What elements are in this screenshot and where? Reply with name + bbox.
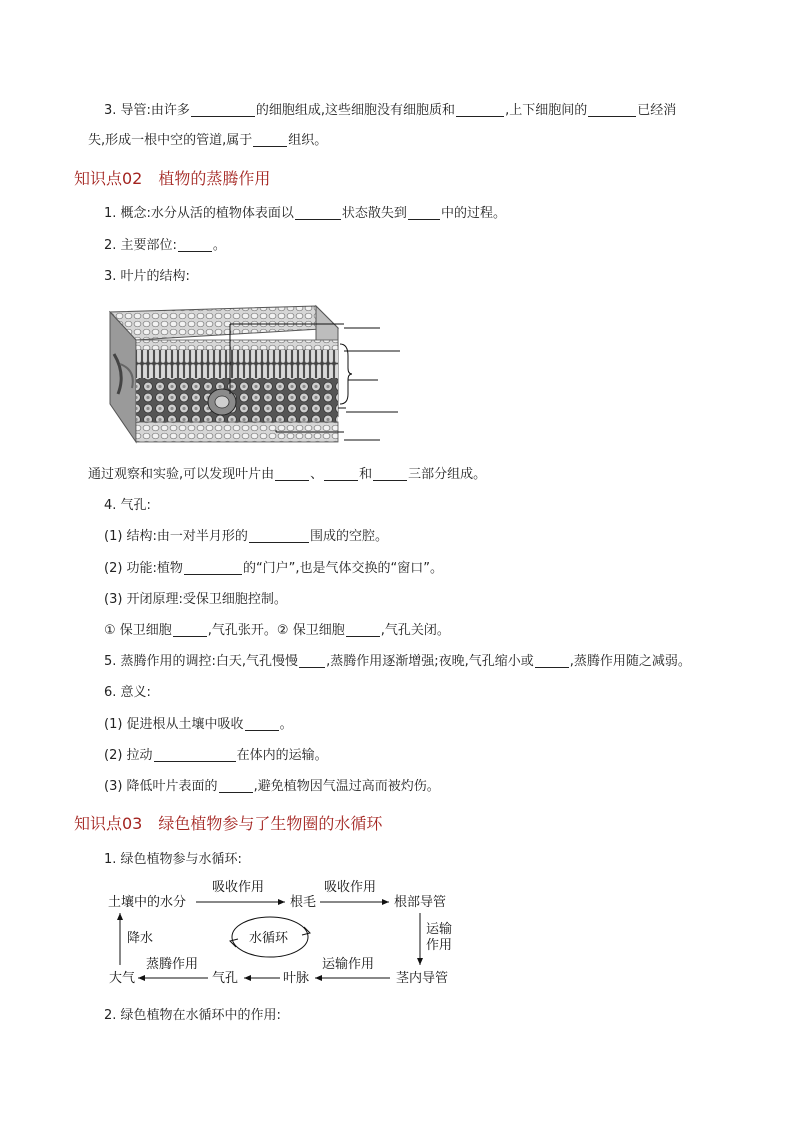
text: 状态散失到	[341, 206, 407, 221]
blank[interactable]	[535, 653, 569, 668]
text: 。	[279, 717, 293, 732]
significance-line	[104, 684, 151, 702]
blank[interactable]	[456, 102, 504, 117]
node-root-vessel: 根部导管	[394, 895, 447, 910]
text: 3. 导管:由许多	[104, 103, 190, 118]
blank[interactable]	[154, 747, 236, 762]
text: 已经消	[637, 103, 677, 118]
text: ,气孔张开。② 保卫细胞	[207, 623, 345, 638]
text: (2) 拉动	[104, 748, 153, 763]
blank[interactable]	[219, 778, 253, 793]
text: ,气孔关闭。	[380, 623, 450, 638]
text: 和	[359, 467, 373, 482]
blank[interactable]	[588, 102, 636, 117]
section-heading-02	[74, 168, 270, 190]
blank[interactable]	[373, 466, 407, 481]
text: ,蒸腾作用逐渐增强;夜晚,气孔缩小或	[326, 654, 534, 669]
text: 6. 意义:	[104, 685, 151, 700]
node-atmosphere: 大气	[109, 971, 136, 986]
section-number: 知识点02	[74, 169, 143, 188]
text: (2) 功能:植物	[104, 561, 183, 576]
water-cycle-line	[104, 851, 242, 869]
significance-3-line	[104, 778, 440, 796]
section-title: 绿色植物参与了生物圈的水循环	[158, 814, 383, 833]
blank[interactable]	[253, 132, 287, 147]
stoma-structure-line	[104, 528, 388, 546]
guard-cell-line	[104, 622, 450, 640]
blank[interactable]	[346, 622, 380, 637]
leaf-structure-line	[104, 268, 190, 286]
section-heading-03	[74, 813, 382, 835]
text: 5. 蒸腾作用的调控:白天,气孔慢慢	[104, 654, 299, 669]
text: ① 保卫细胞	[104, 623, 172, 638]
vessel-line-2	[88, 132, 327, 150]
blank[interactable]	[324, 466, 358, 481]
label-transpiration: 蒸腾作用	[146, 957, 199, 972]
text: (1) 结构:由一对半月形的	[104, 529, 248, 544]
text: (1) 促进根从土壤中吸收	[104, 717, 244, 732]
text: 1. 概念:水分从活的植物体表面以	[104, 206, 294, 221]
text: (3) 开闭原理:受保卫细胞控制。	[104, 592, 287, 607]
node-vein: 叶脉	[283, 971, 310, 986]
main-part-line	[104, 237, 226, 255]
stoma-principle-line	[104, 591, 287, 609]
text: 1. 绿色植物参与水循环:	[104, 852, 242, 867]
text: 失,形成一根中空的管道,属于	[88, 133, 253, 148]
text: 中的过程。	[440, 206, 506, 221]
blank[interactable]	[295, 205, 341, 220]
blank[interactable]	[184, 560, 242, 575]
role-line	[104, 1007, 281, 1025]
significance-2-line	[104, 747, 328, 765]
significance-1-line	[104, 716, 293, 734]
label-cycle-center: 水循环	[249, 931, 289, 946]
label-absorb-2: 吸收作用	[324, 880, 377, 895]
blank[interactable]	[178, 237, 212, 252]
regulation-line	[104, 653, 691, 671]
text: 3. 叶片的结构:	[104, 269, 190, 284]
text: 的“门户”,也是气体交换的“窗口”。	[242, 561, 444, 576]
text: ,上下细胞间的	[505, 103, 588, 118]
text: 、	[310, 467, 324, 482]
blank[interactable]	[173, 622, 207, 637]
text: 通过观察和实验,可以发现叶片由	[88, 467, 275, 482]
section-title: 植物的蒸腾作用	[158, 169, 271, 188]
node-stoma: 气孔	[212, 971, 239, 986]
blank[interactable]	[249, 528, 309, 543]
label-transport-h: 运输作用	[322, 957, 375, 972]
text: 的细胞组成,这些细胞没有细胞质和	[255, 103, 456, 118]
text: (3) 降低叶片表面的	[104, 779, 218, 794]
node-stem-vessel: 茎内导管	[396, 971, 449, 986]
node-soil-water: 土壤中的水分	[108, 895, 187, 910]
label-absorb-1: 吸收作用	[212, 880, 265, 895]
observation-line	[88, 466, 486, 484]
text: ,避免植物因气温过高而被灼伤。	[253, 779, 440, 794]
text: 。	[212, 238, 226, 253]
text: 2. 绿色植物在水循环中的作用:	[104, 1008, 281, 1023]
label-transport-2: 作用	[426, 938, 453, 953]
vessel-line-1	[104, 102, 676, 120]
text: 在体内的运输。	[236, 748, 328, 763]
text: 三部分组成。	[408, 467, 487, 482]
text: 围成的空腔。	[309, 529, 388, 544]
blank[interactable]	[275, 466, 309, 481]
blank[interactable]	[191, 102, 255, 117]
stoma-line	[104, 497, 151, 515]
blank[interactable]	[299, 653, 325, 668]
text: ,蒸腾作用随之减弱。	[569, 654, 691, 669]
text: 2. 主要部位:	[104, 238, 177, 253]
section-number: 知识点03	[74, 814, 143, 833]
label-transport-1: 运输	[426, 922, 453, 937]
stoma-function-line	[104, 560, 443, 578]
blank[interactable]	[408, 205, 440, 220]
leaf-cross-section-figure	[106, 304, 406, 446]
text: 组织。	[288, 133, 328, 148]
text: 4. 气孔:	[104, 498, 151, 513]
water-cycle-diagram	[100, 875, 470, 995]
node-root-hair: 根毛	[290, 895, 317, 910]
concept-line	[104, 205, 506, 223]
label-rain: 降水	[127, 931, 154, 946]
blank[interactable]	[245, 716, 279, 731]
